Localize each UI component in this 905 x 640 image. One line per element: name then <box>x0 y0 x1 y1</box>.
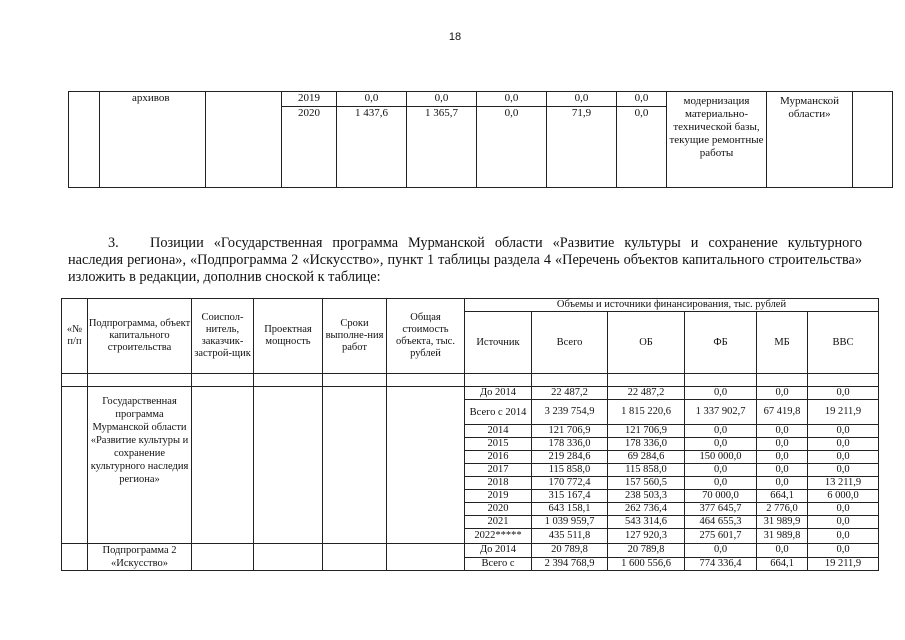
value-cell: 664,1 <box>757 557 808 571</box>
value-cell: 238 503,3 <box>608 490 685 503</box>
value-cell: 0,0 <box>617 92 667 107</box>
value-cell: 178 336,0 <box>608 438 685 451</box>
empty-cell <box>206 92 282 188</box>
value-cell: 121 706,9 <box>532 425 608 438</box>
value-cell: 20 789,8 <box>608 544 685 558</box>
empty-cell <box>254 374 323 387</box>
value-cell: 643 158,1 <box>532 503 608 516</box>
year-cell: 2020 <box>282 107 337 188</box>
value-cell: 170 772,4 <box>532 477 608 490</box>
value-cell: 1 815 220,6 <box>608 400 685 425</box>
value-cell: 31 989,8 <box>757 529 808 544</box>
source-cell: 2021 <box>465 516 532 529</box>
header-ob: ОБ <box>608 312 685 374</box>
paragraph-text: Позиции «Государственная программа Мурманской области «Развитие культуры и сохранение культурного наследия региона», «Подпрограмма 2 «Искусство», пункт 1 таблицы раздела 4 «Перечень объектов капитального строительства» изложить в редакции, дополнив сноской к таблице: <box>68 235 862 285</box>
empty-cell <box>608 374 685 387</box>
value-cell: 0,0 <box>757 425 808 438</box>
source-cell: 2014 <box>465 425 532 438</box>
value-cell: 0,0 <box>808 464 879 477</box>
source-cell: 2020 <box>465 503 532 516</box>
source-cell: Всего с 2014 <box>465 400 532 425</box>
value-cell: 13 211,9 <box>808 477 879 490</box>
paragraph-number: 3. <box>108 235 119 251</box>
value-cell: 0,0 <box>617 107 667 188</box>
empty-cell <box>387 374 465 387</box>
value-cell: 0,0 <box>757 464 808 477</box>
result-cell: модернизация материально-технической базы, текущие ремонтные работы <box>667 92 767 188</box>
value-cell: 0,0 <box>685 387 757 400</box>
empty-cell <box>254 387 323 544</box>
value-cell: 115 858,0 <box>532 464 608 477</box>
empty-cell <box>62 544 88 571</box>
source-cell: Всего с <box>465 557 532 571</box>
value-cell: 1 437,6 <box>337 107 407 188</box>
empty-cell <box>532 374 608 387</box>
header-total: Всего <box>532 312 608 374</box>
value-cell: 0,0 <box>808 425 879 438</box>
value-cell: 19 211,9 <box>808 400 879 425</box>
value-cell: 0,0 <box>407 92 477 107</box>
table-row <box>62 387 879 400</box>
value-cell: 0,0 <box>477 92 547 107</box>
value-cell: 0,0 <box>757 451 808 464</box>
value-cell: 0,0 <box>808 529 879 544</box>
header-fb: ФБ <box>685 312 757 374</box>
source-cell: 2017 <box>465 464 532 477</box>
value-cell: 127 920,3 <box>608 529 685 544</box>
value-cell: 377 645,7 <box>685 503 757 516</box>
value-cell: 0,0 <box>477 107 547 188</box>
value-cell: 0,0 <box>685 544 757 558</box>
empty-cell <box>323 374 387 387</box>
empty-cell <box>853 92 893 188</box>
header-vvs: ВВС <box>808 312 879 374</box>
source-cell: До 2014 <box>465 544 532 558</box>
amendment-paragraph <box>68 235 862 286</box>
value-cell: 69 284,6 <box>608 451 685 464</box>
empty-cell <box>808 374 879 387</box>
empty-cell <box>88 374 192 387</box>
value-cell: 435 511,8 <box>532 529 608 544</box>
header-funding-group: Объемы и источники финансирования, тыс. рублей <box>465 299 879 312</box>
source-cell: До 2014 <box>465 387 532 400</box>
value-cell: 774 336,4 <box>685 557 757 571</box>
table-row <box>69 92 893 107</box>
header-subprogram: Подпрограмма, объект капитального строительства <box>88 299 192 374</box>
empty-cell <box>387 387 465 544</box>
table-row <box>62 544 879 558</box>
value-cell: 20 789,8 <box>532 544 608 558</box>
empty-cell <box>323 544 387 571</box>
object-name-cell: архивов <box>100 92 206 188</box>
empty-cell <box>62 387 88 544</box>
empty-cell <box>465 374 532 387</box>
value-cell: 0,0 <box>685 438 757 451</box>
value-cell: 275 601,7 <box>685 529 757 544</box>
source-cell: 2015 <box>465 438 532 451</box>
value-cell: 0,0 <box>808 387 879 400</box>
page-number: 18 <box>448 31 462 43</box>
value-cell: 219 284,6 <box>532 451 608 464</box>
value-cell: 0,0 <box>685 477 757 490</box>
value-cell: 0,0 <box>808 438 879 451</box>
value-cell: 22 487,2 <box>608 387 685 400</box>
value-cell: 3 239 754,9 <box>532 400 608 425</box>
value-cell: 0,0 <box>685 425 757 438</box>
executor-cell: Мурманской области» <box>767 92 853 188</box>
empty-cell <box>323 387 387 544</box>
value-cell: 178 336,0 <box>532 438 608 451</box>
header-capacity: Проектная мощность <box>254 299 323 374</box>
value-cell: 0,0 <box>337 92 407 107</box>
value-cell: 0,0 <box>808 451 879 464</box>
source-cell: 2018 <box>465 477 532 490</box>
header-row <box>62 299 879 312</box>
empty-cell <box>192 387 254 544</box>
value-cell: 157 560,5 <box>608 477 685 490</box>
value-cell: 19 211,9 <box>808 557 879 571</box>
source-cell: 2022***** <box>465 529 532 544</box>
value-cell: 71,9 <box>547 107 617 188</box>
value-cell: 70 000,0 <box>685 490 757 503</box>
value-cell: 1 337 902,7 <box>685 400 757 425</box>
header-coexecutor: Соиспол-нитель, заказчик-застрой-щик <box>192 299 254 374</box>
empty-cell <box>192 374 254 387</box>
value-cell: 150 000,0 <box>685 451 757 464</box>
empty-cell <box>685 374 757 387</box>
value-cell: 6 000,0 <box>808 490 879 503</box>
empty-cell <box>69 92 100 188</box>
value-cell: 0,0 <box>685 464 757 477</box>
header-total-cost: Общая стоимость объекта, тыс. рублей <box>387 299 465 374</box>
value-cell: 0,0 <box>757 477 808 490</box>
subprogram-name-cell: Подпрограмма 2 «Искусство» <box>88 544 192 571</box>
year-cell: 2019 <box>282 92 337 107</box>
value-cell: 315 167,4 <box>532 490 608 503</box>
value-cell: 121 706,9 <box>608 425 685 438</box>
value-cell: 0,0 <box>757 438 808 451</box>
spacer-row <box>62 374 879 387</box>
value-cell: 67 419,8 <box>757 400 808 425</box>
value-cell: 31 989,9 <box>757 516 808 529</box>
continuation-table <box>68 91 893 188</box>
empty-cell <box>192 544 254 571</box>
value-cell: 262 736,4 <box>608 503 685 516</box>
value-cell: 0,0 <box>757 544 808 558</box>
source-cell: 2016 <box>465 451 532 464</box>
value-cell: 2 394 768,9 <box>532 557 608 571</box>
header-terms: Сроки выполне-ния работ <box>323 299 387 374</box>
empty-cell <box>387 544 465 571</box>
value-cell: 0,0 <box>808 503 879 516</box>
value-cell: 543 314,6 <box>608 516 685 529</box>
value-cell: 1 600 556,6 <box>608 557 685 571</box>
value-cell: 1 365,7 <box>407 107 477 188</box>
value-cell: 115 858,0 <box>608 464 685 477</box>
header-num: «№ п/п <box>62 299 88 374</box>
value-cell: 1 039 959,7 <box>532 516 608 529</box>
program-name-cell: Государственная программа Мурманской области «Развитие культуры и сохранение культурного наследия региона» <box>88 387 192 544</box>
source-cell: 2019 <box>465 490 532 503</box>
header-source: Источник <box>465 312 532 374</box>
value-cell: 22 487,2 <box>532 387 608 400</box>
value-cell: 464 655,3 <box>685 516 757 529</box>
empty-cell <box>254 544 323 571</box>
value-cell: 0,0 <box>808 544 879 558</box>
empty-cell <box>62 374 88 387</box>
value-cell: 2 776,0 <box>757 503 808 516</box>
header-mb: МБ <box>757 312 808 374</box>
value-cell: 664,1 <box>757 490 808 503</box>
empty-cell <box>757 374 808 387</box>
capital-construction-table <box>61 298 879 571</box>
value-cell: 0,0 <box>547 92 617 107</box>
value-cell: 0,0 <box>757 387 808 400</box>
value-cell: 0,0 <box>808 516 879 529</box>
